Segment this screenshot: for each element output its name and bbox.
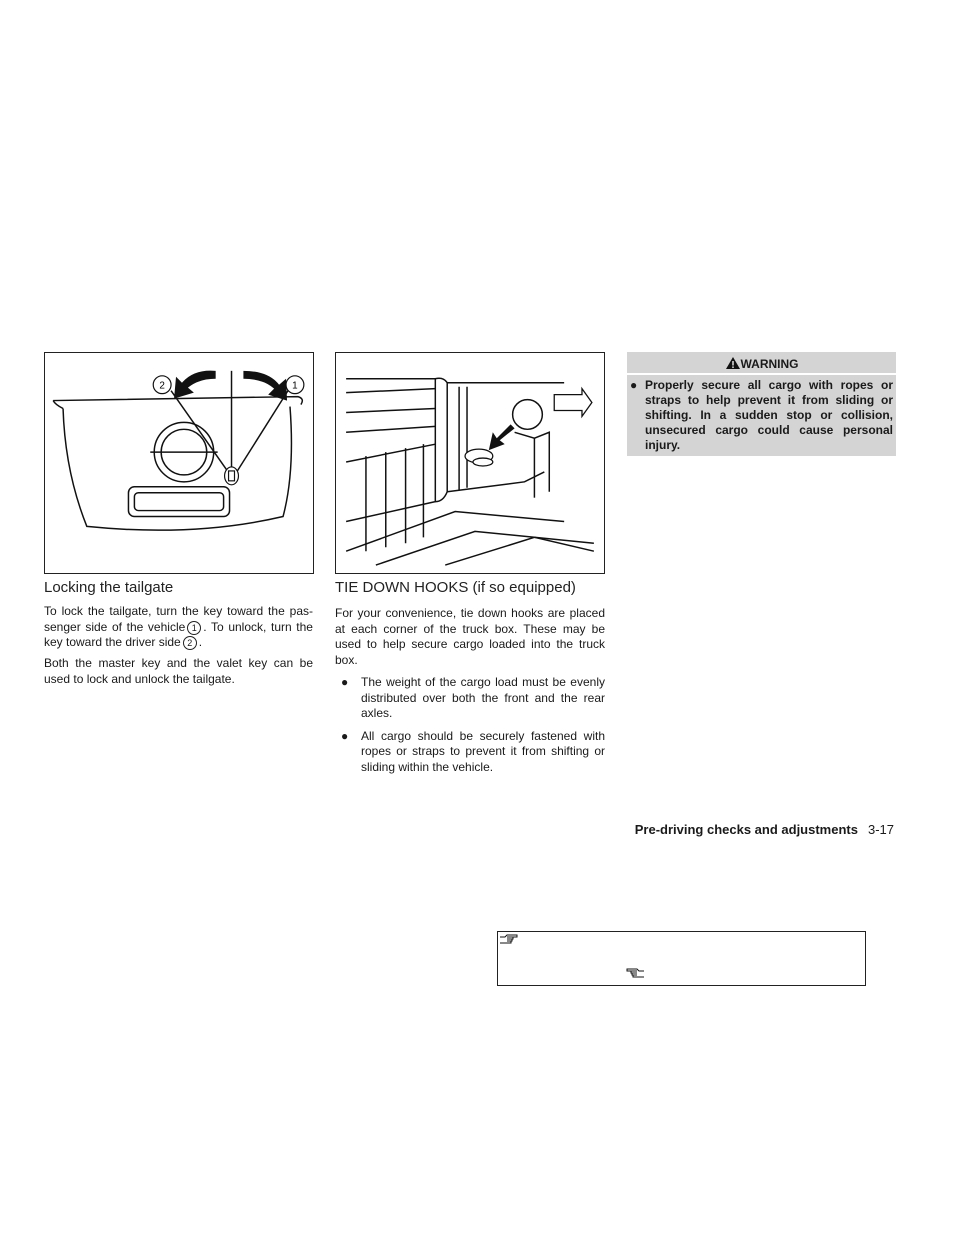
truck-box-illustration bbox=[336, 353, 604, 573]
callout-1 bbox=[286, 376, 304, 394]
para1-text-c: . bbox=[198, 635, 203, 649]
tie-down-hooks-heading: TIE DOWN HOOKS (if so equipped) bbox=[335, 579, 576, 596]
page-number: 3-17 bbox=[867, 822, 894, 837]
warning-list bbox=[627, 375, 896, 453]
bullet-icon: ● bbox=[341, 728, 349, 743]
note-box bbox=[497, 931, 866, 986]
warning-triangle-icon bbox=[725, 356, 741, 370]
page-footer bbox=[635, 822, 894, 837]
tie-down-intro: For your convenience, tie down hooks are placed at each corner of the truck box. These may be used to help secure cargo loaded into the truck box. bbox=[335, 606, 605, 667]
list-item: ● All cargo should be securely fastened with ropes or straps to prevent it from shifting or sliding within the vehicle. bbox=[341, 728, 605, 774]
section-title: Pre-driving checks and adjustments bbox=[634, 822, 858, 837]
circled-number-2: 2 bbox=[183, 636, 197, 650]
bullet-icon: ● bbox=[630, 378, 638, 392]
list-item: ● The weight of the cargo load must be evenly distributed over both the front and the rear axles. bbox=[341, 675, 605, 720]
locking-tailgate-paragraph-1 bbox=[44, 604, 313, 651]
bullet-icon: ● bbox=[341, 675, 349, 689]
para1-text-a: To lock the tailgate, turn the key toward the pas-senger side of the vehicle bbox=[44, 604, 313, 634]
pointing-hand-icon bbox=[499, 934, 519, 946]
para1-text-b: . To unlock, turn the key toward the driver side bbox=[44, 619, 313, 649]
locking-tailgate-heading: Locking the tailgate bbox=[44, 579, 174, 596]
warning-header bbox=[627, 352, 896, 375]
tie-down-hooks-figure bbox=[335, 352, 605, 574]
tailgate-lock-figure bbox=[44, 352, 314, 574]
list-item: ● Properly secure all cargo with ropes or straps to help prevent it from sliding or shifting. In a sudden stop or collision, unsecured cargo could cause personal injury. bbox=[630, 378, 893, 452]
warning-box bbox=[627, 352, 896, 456]
tailgate-illustration bbox=[45, 353, 313, 573]
circled-number-1: 1 bbox=[187, 621, 201, 635]
pointing-hand-icon bbox=[625, 968, 645, 980]
svg-text:2: 2 bbox=[159, 380, 165, 392]
callout-2 bbox=[153, 376, 171, 394]
tie-down-bullet-list bbox=[335, 675, 605, 782]
svg-text:1: 1 bbox=[292, 380, 298, 392]
warning-title: WARNING bbox=[740, 357, 799, 371]
locking-tailgate-paragraph-2: Both the master key and the valet key can be used to lock and unlock the tailgate. bbox=[44, 656, 313, 686]
